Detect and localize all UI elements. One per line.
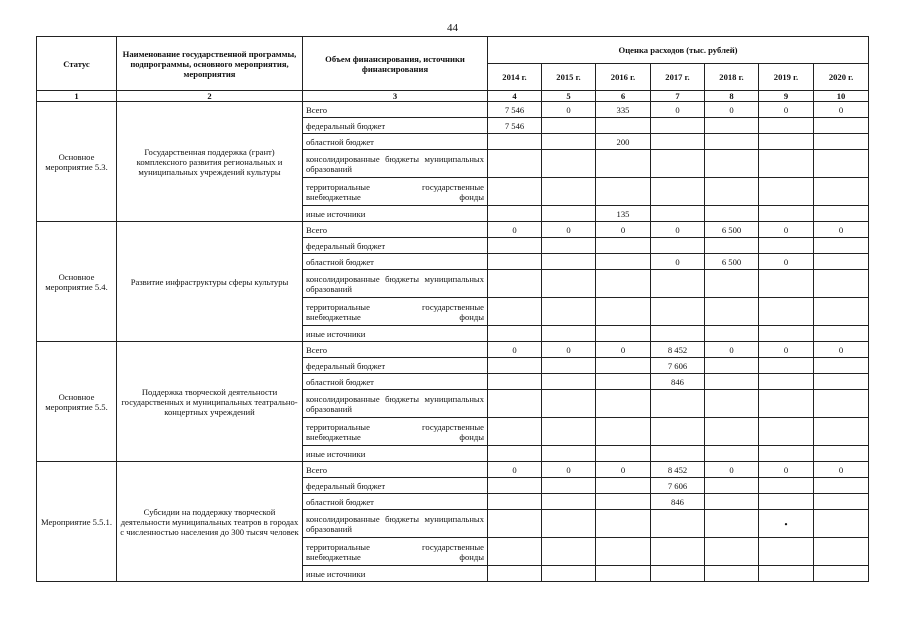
- value-cell: [759, 270, 814, 298]
- value-cell: [488, 374, 542, 390]
- value-cell: 0: [651, 102, 705, 118]
- value-cell: [596, 118, 651, 134]
- value-cell: [596, 150, 651, 178]
- funding-source-cell: территориальные государственные внебюджетные фонды: [303, 298, 488, 326]
- value-cell: 0: [488, 342, 542, 358]
- funding-source-cell: консолидированные бюджеты муниципальных образований: [303, 150, 488, 178]
- value-cell: 0: [705, 342, 759, 358]
- header-row-1: [37, 37, 869, 64]
- activity-name-cell: Государственная поддержка (грант) комплексного развития региональных и муниципальных учреждений культуры: [117, 102, 303, 222]
- value-cell: [596, 390, 651, 418]
- header-year: 2018 г.: [705, 64, 759, 91]
- value-cell: [651, 206, 705, 222]
- column-number: 10: [814, 91, 869, 102]
- value-cell: [542, 254, 596, 270]
- value-cell: [705, 270, 759, 298]
- value-cell: [651, 566, 705, 582]
- value-cell: [542, 238, 596, 254]
- value-cell: [759, 494, 814, 510]
- value-cell: 335: [596, 102, 651, 118]
- value-cell: [814, 390, 869, 418]
- value-cell: [759, 118, 814, 134]
- value-cell: [814, 326, 869, 342]
- value-cell: 0: [759, 254, 814, 270]
- value-cell: [759, 178, 814, 206]
- value-cell: [596, 418, 651, 446]
- value-cell: [488, 478, 542, 494]
- value-cell: [596, 270, 651, 298]
- value-cell: [596, 298, 651, 326]
- value-cell: [759, 326, 814, 342]
- value-cell: [705, 446, 759, 462]
- value-cell: 0: [542, 462, 596, 478]
- value-cell: [705, 238, 759, 254]
- value-cell: 7 606: [651, 358, 705, 374]
- header-year: 2016 г.: [596, 64, 651, 91]
- value-cell: 8 452: [651, 462, 705, 478]
- activity-name-cell: Поддержка творческой деятельности государственных и муниципальных театрально-концертных учреждений: [117, 342, 303, 462]
- value-cell: [596, 374, 651, 390]
- value-cell: [651, 118, 705, 134]
- value-cell: [542, 478, 596, 494]
- funding-source-cell: федеральный бюджет: [303, 118, 488, 134]
- value-cell: [542, 270, 596, 298]
- value-cell: 0: [759, 342, 814, 358]
- column-number: 8: [705, 91, 759, 102]
- value-cell: [542, 418, 596, 446]
- value-cell: [651, 538, 705, 566]
- value-cell: [596, 494, 651, 510]
- value-cell: [542, 150, 596, 178]
- value-cell: [488, 326, 542, 342]
- value-cell: 8 452: [651, 342, 705, 358]
- activity-name-cell: Субсидии на поддержку творческой деятельности муниципальных театров в городах с численностью населения до 300 тысяч человек: [117, 462, 303, 582]
- header-name: Наименование государственной программы, подпрограммы, основного мероприятия, мероприятия: [117, 37, 303, 91]
- value-cell: [759, 446, 814, 462]
- header-estimate: Оценка расходов (тыс. рублей): [488, 37, 869, 64]
- value-cell: 0: [759, 102, 814, 118]
- value-cell: [814, 510, 869, 538]
- value-cell: [814, 478, 869, 494]
- value-cell: [488, 446, 542, 462]
- value-cell: [814, 206, 869, 222]
- value-cell: [542, 206, 596, 222]
- value-cell: 846: [651, 494, 705, 510]
- value-cell: [814, 270, 869, 298]
- header-financing: Объем финансирования, источники финансирования: [303, 37, 488, 91]
- header-year: 2015 г.: [542, 64, 596, 91]
- value-cell: [651, 418, 705, 446]
- value-cell: 0: [814, 102, 869, 118]
- value-cell: 0: [814, 462, 869, 478]
- value-cell: [651, 510, 705, 538]
- funding-source-cell: консолидированные бюджеты муниципальных образований: [303, 270, 488, 298]
- table-row: [37, 462, 869, 478]
- funding-source-cell: областной бюджет: [303, 494, 488, 510]
- header-year: 2014 г.: [488, 64, 542, 91]
- value-cell: [705, 538, 759, 566]
- value-cell: [814, 358, 869, 374]
- funding-source-cell: Всего: [303, 102, 488, 118]
- value-cell: [542, 358, 596, 374]
- value-cell: [488, 358, 542, 374]
- value-cell: 7 546: [488, 102, 542, 118]
- value-cell: [488, 538, 542, 566]
- funding-source-cell: иные источники: [303, 566, 488, 582]
- funding-source-cell: территориальные государственные внебюджетные фонды: [303, 538, 488, 566]
- value-cell: [705, 134, 759, 150]
- value-cell: [705, 510, 759, 538]
- value-cell: [651, 270, 705, 298]
- value-cell: [814, 298, 869, 326]
- funding-source-cell: консолидированные бюджеты муниципальных образований: [303, 510, 488, 538]
- value-cell: [705, 478, 759, 494]
- status-cell: Мероприятие 5.5.1.: [37, 462, 117, 582]
- value-cell: [542, 118, 596, 134]
- value-cell: [814, 566, 869, 582]
- funding-source-cell: Всего: [303, 462, 488, 478]
- column-number: 4: [488, 91, 542, 102]
- value-cell: [488, 238, 542, 254]
- value-cell: [705, 206, 759, 222]
- value-cell: 135: [596, 206, 651, 222]
- value-cell: [705, 118, 759, 134]
- value-cell: 0: [596, 462, 651, 478]
- value-cell: [759, 538, 814, 566]
- value-cell: [759, 374, 814, 390]
- funding-source-cell: Всего: [303, 222, 488, 238]
- value-cell: [759, 238, 814, 254]
- funding-source-cell: иные источники: [303, 206, 488, 222]
- value-cell: [488, 566, 542, 582]
- value-cell: [596, 358, 651, 374]
- column-number: 3: [303, 91, 488, 102]
- value-cell: 0: [705, 462, 759, 478]
- value-cell: 6 500: [705, 254, 759, 270]
- value-cell: [705, 150, 759, 178]
- value-cell: [814, 254, 869, 270]
- value-cell: [651, 238, 705, 254]
- value-cell: [488, 134, 542, 150]
- value-cell: [596, 254, 651, 270]
- funding-source-cell: областной бюджет: [303, 254, 488, 270]
- value-cell: [488, 206, 542, 222]
- value-cell: [759, 134, 814, 150]
- funding-source-cell: территориальные государственные внебюджетные фонды: [303, 418, 488, 446]
- funding-source-cell: областной бюджет: [303, 374, 488, 390]
- status-cell: Основное мероприятие 5.3.: [37, 102, 117, 222]
- value-cell: [542, 178, 596, 206]
- value-cell: 0: [759, 222, 814, 238]
- value-cell: [488, 494, 542, 510]
- status-cell: Основное мероприятие 5.5.: [37, 342, 117, 462]
- value-cell: [814, 118, 869, 134]
- activity-name-cell: Развитие инфраструктуры сферы культуры: [117, 222, 303, 342]
- value-cell: [759, 298, 814, 326]
- expenditure-table: [36, 36, 869, 582]
- value-cell: [705, 390, 759, 418]
- value-cell: [651, 446, 705, 462]
- value-cell: 7 546: [488, 118, 542, 134]
- column-number: 9: [759, 91, 814, 102]
- page-number: 44: [447, 22, 458, 34]
- value-cell: [759, 150, 814, 178]
- value-cell: 846: [651, 374, 705, 390]
- value-cell: 0: [814, 342, 869, 358]
- value-cell: 0: [596, 342, 651, 358]
- funding-source-cell: территориальные государственные внебюджетные фонды: [303, 178, 488, 206]
- funding-source-cell: иные источники: [303, 326, 488, 342]
- value-cell: [542, 566, 596, 582]
- value-cell: [814, 446, 869, 462]
- header-year: 2020 г.: [814, 64, 869, 91]
- value-cell: [596, 478, 651, 494]
- value-cell: [488, 510, 542, 538]
- value-cell: [596, 510, 651, 538]
- value-cell: [759, 418, 814, 446]
- value-cell: [651, 298, 705, 326]
- funding-source-cell: Всего: [303, 342, 488, 358]
- value-cell: 0: [488, 462, 542, 478]
- value-cell: [488, 270, 542, 298]
- column-number: 5: [542, 91, 596, 102]
- value-cell: [542, 446, 596, 462]
- value-cell: [705, 418, 759, 446]
- value-cell: [705, 374, 759, 390]
- status-cell: Основное мероприятие 5.4.: [37, 222, 117, 342]
- value-cell: [488, 178, 542, 206]
- value-cell: [542, 390, 596, 418]
- header-status: Статус: [37, 37, 117, 91]
- value-cell: [596, 538, 651, 566]
- value-cell: 0: [542, 102, 596, 118]
- value-cell: 0: [488, 222, 542, 238]
- column-numbers-row: [37, 91, 869, 102]
- value-cell: [759, 390, 814, 418]
- funding-source-cell: иные источники: [303, 446, 488, 462]
- funding-source-cell: федеральный бюджет: [303, 358, 488, 374]
- value-cell: [814, 418, 869, 446]
- value-cell: 0: [814, 222, 869, 238]
- value-cell: [651, 390, 705, 418]
- value-cell: 0: [542, 342, 596, 358]
- value-cell: [542, 374, 596, 390]
- value-cell: [705, 178, 759, 206]
- funding-source-cell: консолидированные бюджеты муниципальных образований: [303, 390, 488, 418]
- header-year: 2019 г.: [759, 64, 814, 91]
- value-cell: [596, 446, 651, 462]
- value-cell: 0: [759, 462, 814, 478]
- value-cell: 0: [651, 254, 705, 270]
- value-cell: [488, 254, 542, 270]
- value-cell: [596, 238, 651, 254]
- value-cell: [759, 478, 814, 494]
- value-cell: [542, 134, 596, 150]
- value-cell: [596, 178, 651, 206]
- value-cell: [759, 206, 814, 222]
- value-cell: [488, 390, 542, 418]
- value-cell: [488, 418, 542, 446]
- value-cell: [542, 538, 596, 566]
- value-cell: [542, 494, 596, 510]
- value-cell: [814, 538, 869, 566]
- value-cell: [542, 326, 596, 342]
- value-cell: [814, 374, 869, 390]
- value-cell: [814, 178, 869, 206]
- column-number: 7: [651, 91, 705, 102]
- value-cell: [488, 150, 542, 178]
- value-cell: 0: [542, 222, 596, 238]
- value-cell: [596, 326, 651, 342]
- value-cell: [814, 150, 869, 178]
- value-cell: 7 606: [651, 478, 705, 494]
- table-body: [37, 102, 869, 582]
- column-number: 1: [37, 91, 117, 102]
- value-cell: [814, 238, 869, 254]
- header-year: 2017 г.: [651, 64, 705, 91]
- value-cell: [814, 134, 869, 150]
- value-cell: [759, 566, 814, 582]
- column-number: 6: [596, 91, 651, 102]
- funding-source-cell: федеральный бюджет: [303, 238, 488, 254]
- value-cell: [488, 298, 542, 326]
- value-cell: [705, 566, 759, 582]
- value-cell: 0: [651, 222, 705, 238]
- value-cell: [542, 298, 596, 326]
- value-cell: •: [759, 510, 814, 538]
- value-cell: [596, 566, 651, 582]
- value-cell: [651, 178, 705, 206]
- value-cell: [705, 326, 759, 342]
- value-cell: [759, 358, 814, 374]
- value-cell: [705, 358, 759, 374]
- value-cell: [542, 510, 596, 538]
- table-row: [37, 222, 869, 238]
- funding-source-cell: областной бюджет: [303, 134, 488, 150]
- value-cell: [651, 150, 705, 178]
- table-row: [37, 342, 869, 358]
- value-cell: 0: [705, 102, 759, 118]
- value-cell: [651, 134, 705, 150]
- table-row: [37, 102, 869, 118]
- value-cell: [705, 494, 759, 510]
- value-cell: [705, 298, 759, 326]
- value-cell: 6 500: [705, 222, 759, 238]
- value-cell: [651, 326, 705, 342]
- column-number: 2: [117, 91, 303, 102]
- value-cell: 0: [596, 222, 651, 238]
- value-cell: [814, 494, 869, 510]
- funding-source-cell: федеральный бюджет: [303, 478, 488, 494]
- value-cell: 200: [596, 134, 651, 150]
